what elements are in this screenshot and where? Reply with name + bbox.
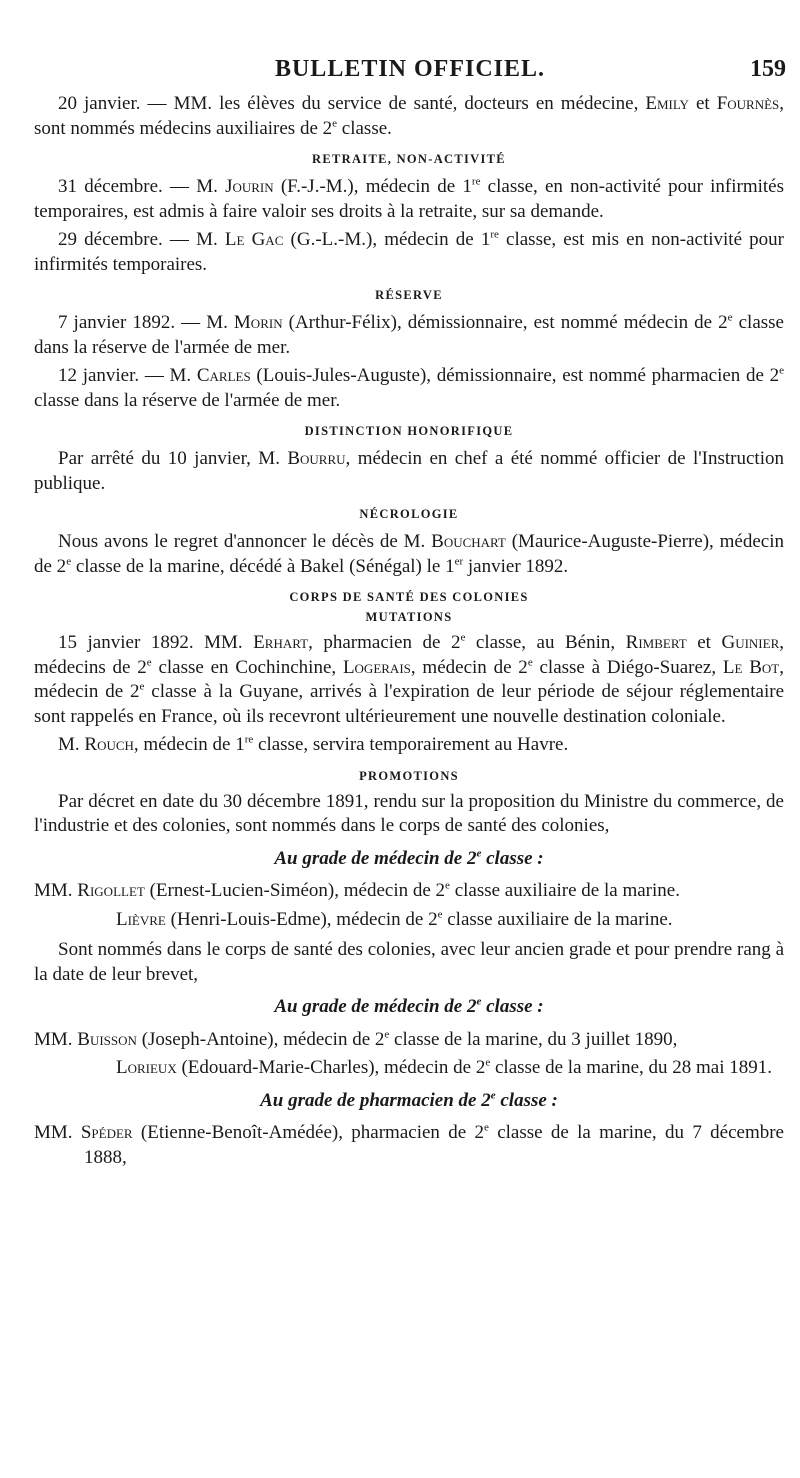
retraite-paragraph-1: 31 décembre. — M. Jourin (F.-J.-M.), médecin de 1re classe, en non-activité pour infirmités temporaires, est admis à faire valoir ses droits à la retraite, sur sa demande. bbox=[34, 175, 785, 222]
page-number: 159 bbox=[750, 56, 786, 82]
mutations-paragraph-2: M. Rouch, médecin de 1re classe, servira temporairement au Havre. bbox=[58, 733, 569, 755]
subsection-heading-promotions: PROMOTIONS bbox=[359, 768, 459, 783]
grade-heading-medecin: Au grade de médecin de 2e classe : bbox=[274, 847, 544, 869]
person-name: Lièvre bbox=[116, 908, 166, 930]
person-name: Lorieux bbox=[116, 1057, 177, 1078]
promotion-entry-speder: MM. Spéder (Etienne-Benoît-Amédée), pharmacien de 2e classe de la marine, du 7 décembre 1888, bbox=[34, 1121, 784, 1168]
section-heading-necrologie: NÉCROLOGIE bbox=[359, 507, 459, 521]
reserve-paragraph-1: 7 janvier 1892. — M. Morin (Arthur-Félix), démissionnaire, est nommé médecin de 2e classe dans la réserve de l'armée de mer. bbox=[34, 311, 784, 358]
section-heading-retraite: RETRAITE, NON-ACTIVITÉ bbox=[312, 152, 506, 166]
person-name: Rouch bbox=[84, 734, 134, 755]
person-name: Morin bbox=[233, 312, 283, 333]
person-name: Rimbert bbox=[625, 632, 687, 653]
person-name: Erhart bbox=[253, 632, 309, 653]
person-name: Le Gac bbox=[224, 229, 284, 250]
distinction-paragraph: Par arrêté du 10 janvier, M. Bourru, médecin en chef a été nommé officier de l'Instruction publique. bbox=[34, 448, 784, 494]
promotion-entry-lievre: Lièvre (Henri-Louis-Edme), médecin de 2e classe auxiliaire de la marine. bbox=[116, 908, 673, 930]
person-name: Le Bot bbox=[722, 656, 780, 678]
person-name: Guinier bbox=[721, 632, 780, 653]
mutations-paragraph-1: 15 janvier 1892. MM. Erhart, pharmacien de 2e classe, au Bénin, Rimbert et Guinier, médecins de 2e classe en Cochinchine, Logerais, médecin de 2e classe à Diégo-Suarez, Le Bot, médecin de 2e classe à la Guyane, arrivés à l'expiration de leur période de séjour réglementaire sont rappelés en France, où ils recevront ultérieurement une nouvelle destination coloniale. bbox=[34, 631, 785, 727]
grade-heading-medecin-2: Au grade de médecin de 2e classe : bbox=[274, 995, 544, 1017]
necrologie-paragraph: Nous avons le regret d'annoncer le décès de M. Bouchart (Maurice-Auguste-Pierre), médecin de 2e classe de la marine, décédé à Bakel (Sénégal) le 1er janvier 1892. bbox=[34, 531, 784, 577]
promotions-decree: Par décret en date du 30 décembre 1891, rendu sur la proposition du Ministre du commerce, de l'industrie et des colonies, sont nommés dans le corps de santé des colonies, bbox=[34, 790, 784, 836]
running-header bbox=[34, 56, 786, 90]
intro-paragraph: 20 janvier. — MM. les élèves du service de santé, docteurs en médecine, Emily et Fournès, sont nommés médecins auxiliaires de 2e classe. bbox=[34, 93, 785, 139]
person-name: Fournès bbox=[716, 93, 780, 114]
section-heading-reserve: RÉSERVE bbox=[375, 288, 443, 302]
promotion-entry-lorieux: Lorieux (Edouard-Marie-Charles), médecin de 2e classe de la marine, du 28 mai 1891. bbox=[116, 1056, 772, 1078]
person-name: Bouchart bbox=[431, 531, 506, 552]
reserve-paragraph-2: 12 janvier. — M. Carles (Louis-Jules-Auguste), démissionnaire, est nommé pharmacien de 2e classe dans la réserve de l'armée de mer. bbox=[34, 364, 784, 411]
promotion-entry-buisson: MM. Buisson (Joseph-Antoine), médecin de 2e classe de la marine, du 3 juillet 1890, bbox=[34, 1028, 678, 1050]
subsection-heading-mutations: MUTATIONS bbox=[365, 610, 453, 624]
person-name: Carles bbox=[196, 365, 251, 386]
promotion-entry-rigollet: MM. Rigollet (Ernest-Lucien-Siméon), médecin de 2e classe auxiliaire de la marine. bbox=[34, 879, 680, 901]
page-body bbox=[34, 92, 784, 1174]
retraite-paragraph-2: 29 décembre. — M. Le Gac (G.-L.-M.), médecin de 1re classe, est mis en non-activité pour infirmités temporaires. bbox=[34, 228, 785, 275]
person-name: Emily bbox=[645, 93, 689, 114]
journal-title: BULLETIN OFFICIEL. bbox=[274, 56, 546, 82]
person-name: Jourin bbox=[225, 176, 274, 197]
promotions-rank-paragraph: Sont nommés dans le corps de santé des colonies, avec leur ancien grade et pour prendre rang à la date de leur brevet, bbox=[34, 939, 784, 985]
person-name: Bourru bbox=[287, 448, 346, 469]
person-name: Logerais bbox=[342, 656, 411, 678]
grade-heading-pharmacien: Au grade de pharmacien de 2e classe : bbox=[260, 1089, 558, 1111]
person-name: Rigollet bbox=[77, 880, 145, 901]
person-name: Buisson bbox=[77, 1028, 137, 1050]
section-heading-distinction: DISTINCTION HONORIFIQUE bbox=[304, 424, 514, 438]
section-heading-corps: CORPS DE SANTÉ DES COLONIES bbox=[289, 590, 529, 604]
person-name: Spéder bbox=[80, 1122, 133, 1143]
